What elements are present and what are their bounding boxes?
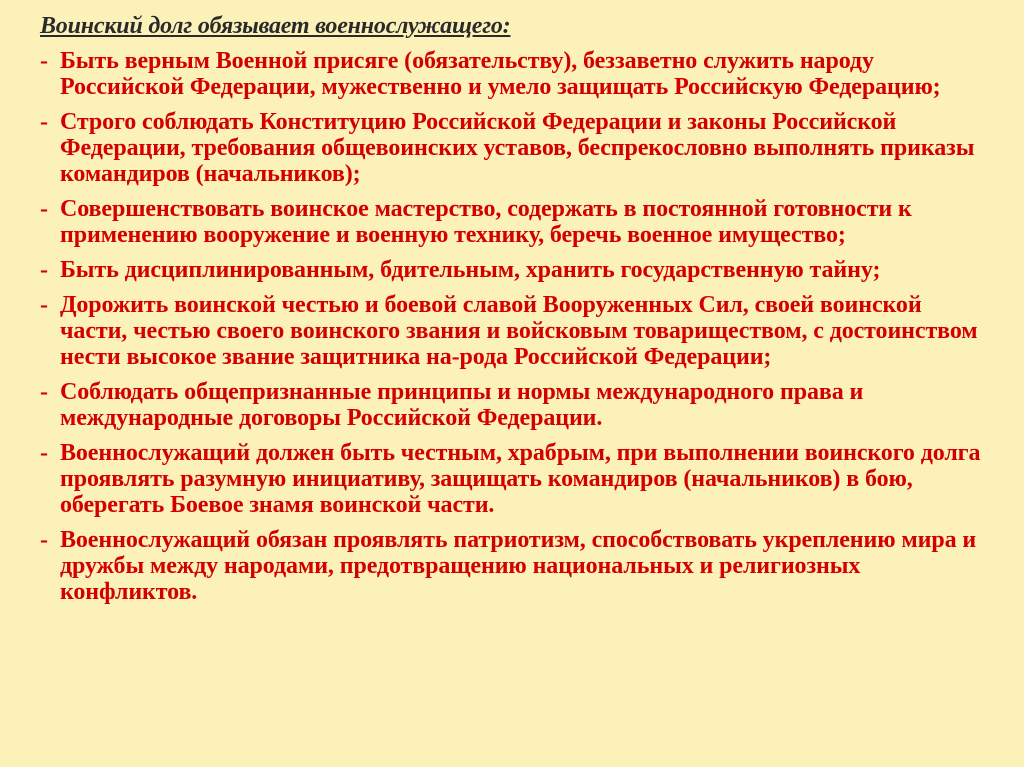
duty-text: Военнослужащий должен быть честным, храбрым, при выполнении воинского долга проявлять разумную инициативу, защищать командиров (начальников) в бою, оберегать Боевое знамя воинской части. bbox=[60, 440, 981, 518]
duty-item bbox=[40, 379, 990, 431]
duty-text: Быть дисциплинированным, бдительным, хранить государственную тайну; bbox=[60, 257, 881, 283]
duty-text: Совершенствовать воинское мастерство, содержать в постоянной готовности к применению вооружение и военную технику, беречь военное имущество; bbox=[60, 196, 912, 248]
duty-text: Быть верным Военной присяге (обязательству), беззаветно служить народу Российской Федерации, мужественно и умело защищать Российскую Федерацию; bbox=[60, 48, 941, 100]
bullet-dash: - bbox=[40, 48, 48, 74]
duty-text: Дорожить воинской честью и боевой славой Вооруженных Сил, своей воинской части, честью своего воинского звания и войсковым товариществом, с достоинством нести высокое звание защитника на-рода Российской Федерации; bbox=[60, 292, 978, 370]
bullet-dash: - bbox=[40, 527, 48, 553]
duty-item bbox=[40, 527, 990, 605]
bullet-dash: - bbox=[40, 440, 48, 466]
duty-item bbox=[40, 257, 990, 283]
duty-item bbox=[40, 48, 990, 100]
duty-text: Соблюдать общепризнанные принципы и нормы международного права и международные договоры Российской Федерации. bbox=[60, 379, 864, 431]
slide-content bbox=[40, 12, 990, 614]
duty-item bbox=[40, 440, 990, 518]
bullet-dash: - bbox=[40, 257, 48, 283]
duty-text: Строго соблюдать Конституцию Российской Федерации и законы Российской Федерации, требования общевоинских уставов, беспрекословно выполнять приказы командиров (начальников); bbox=[60, 109, 975, 187]
bullet-dash: - bbox=[40, 109, 48, 135]
bullet-dash: - bbox=[40, 196, 48, 222]
duties-list bbox=[40, 48, 990, 605]
slide-heading: Воинский долг обязывает военнослужащего: bbox=[40, 13, 511, 39]
bullet-dash: - bbox=[40, 292, 48, 318]
duty-item bbox=[40, 196, 990, 248]
duty-item bbox=[40, 292, 990, 370]
duty-item bbox=[40, 109, 990, 187]
bullet-dash: - bbox=[40, 379, 48, 405]
duty-text: Военнослужащий обязан проявлять патриотизм, способствовать укреплению мира и дружбы между народами, предотвращению национальных и религиозных конфликтов. bbox=[60, 527, 977, 605]
